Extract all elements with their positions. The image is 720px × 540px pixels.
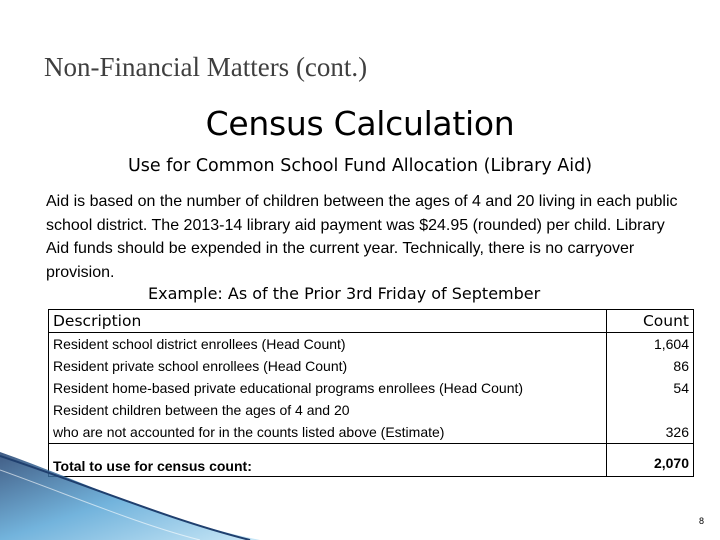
table-body-row xyxy=(49,333,694,444)
description-cell xyxy=(49,333,607,444)
row-count xyxy=(611,399,689,421)
body-paragraph: Aid is based on the number of children between the ages of 4 and 20 living in each public school district. The 2013-14 library aid payment was $24.95 (rounded) per child. Library Aid funds should be expended in the current year. Technically, there is no carryover provision. xyxy=(46,193,678,281)
page-subheading: Use for Common School Fund Allocation (Library Aid) xyxy=(127,156,593,176)
row-description: Resident home-based private educational programs enrollees (Head Count) xyxy=(53,380,524,396)
row-count: 1,604 xyxy=(653,336,689,352)
wave-band xyxy=(0,452,260,540)
row-description: Resident school district enrollees (Head Count) xyxy=(53,336,346,352)
decorative-wave xyxy=(0,440,720,540)
description-header: Description xyxy=(49,310,607,333)
row-count: 54 xyxy=(673,380,689,396)
row-count: 326 xyxy=(665,424,689,440)
slide-title: Non-Financial Matters (cont.) xyxy=(44,52,368,82)
count-header: Count xyxy=(607,310,694,333)
example-label: Example: As of the Prior 3rd Friday of September xyxy=(148,284,541,303)
total-count: 2,070 xyxy=(607,444,694,477)
row-description: Resident private school enrollees (Head Count) xyxy=(53,358,348,374)
page-heading: Census Calculation xyxy=(205,104,515,143)
row-description: Resident children between the ages of 4 and 20 xyxy=(53,402,350,418)
row-description: who are not accounted for in the counts listed above (Estimate) xyxy=(53,424,445,440)
page-number: 8 xyxy=(698,516,704,526)
total-label: Total to use for census count: xyxy=(49,444,607,477)
row-count: 86 xyxy=(673,358,689,374)
count-cell xyxy=(607,333,694,444)
table-header-row xyxy=(49,310,694,333)
